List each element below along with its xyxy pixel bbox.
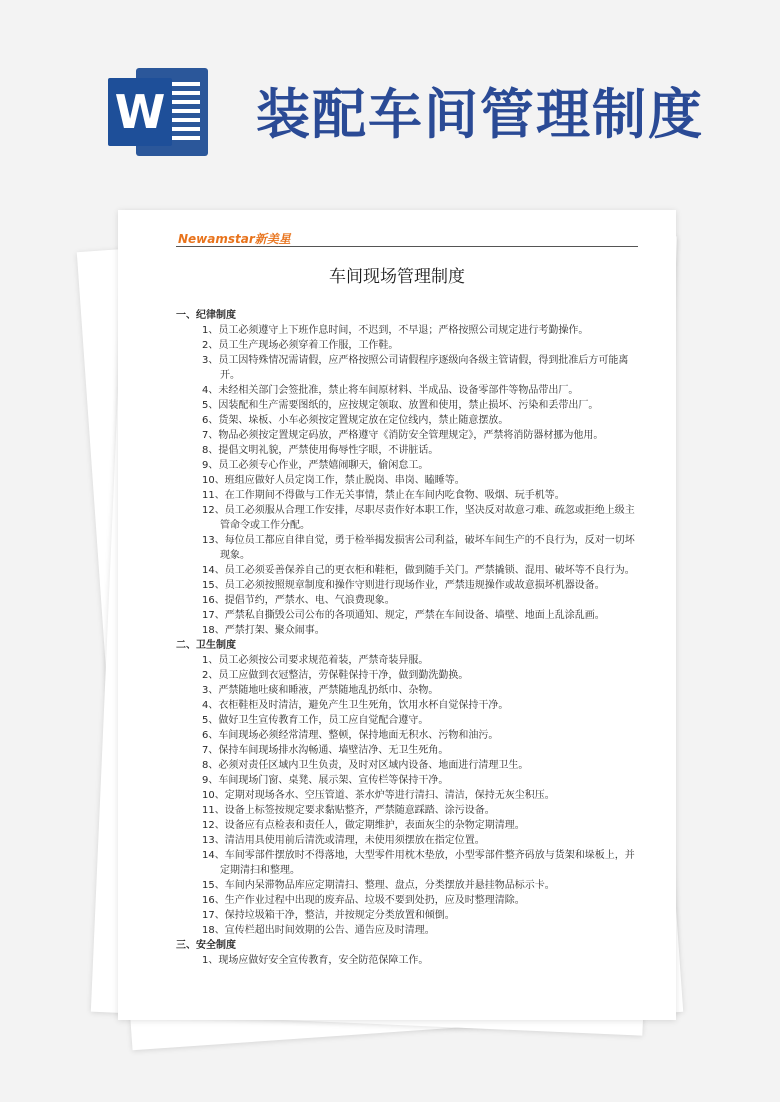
rule-item: 3、严禁随地吐痰和睡液，严禁随地乱扔纸巾、杂物。 (202, 685, 439, 696)
header-divider (176, 246, 638, 247)
word-document-icon (108, 68, 208, 156)
document-page (118, 210, 676, 1020)
word-logo-letter: W (108, 78, 172, 146)
rule-item: 2、员工应做到衣冠整洁，劳保鞋保持干净，做到勤洗勤换。 (202, 670, 469, 681)
rule-item: 13、清洁用具使用前后清洗或清理，未使用须摆放在指定位置。 (202, 835, 485, 846)
document-body (176, 308, 638, 968)
rule-item: 7、物品必须按定置规定码放，严格遵守《消防安全管理规定》，严禁将消防器材挪为他用。 (202, 430, 604, 441)
rule-item: 8、提倡文明礼貌，严禁使用侮辱性字眼，不讲脏话。 (202, 445, 439, 456)
section-heading: 一、纪律制度 (176, 310, 236, 321)
rule-item: 6、货架、垛板、小车必须按定置规定放在定位线内，禁止随意摆放。 (202, 415, 509, 426)
rule-item: 4、未经相关部门会签批准，禁止将车间原材料、半成品、设备零部件等物品带出厂。 (202, 385, 579, 396)
rule-item: 1、现场应做好安全宣传教育，安全防范保障工作。 (202, 955, 429, 966)
rule-item: 4、衣柜鞋柜及时清洁，避免产生卫生死角，饮用水杯自觉保持干净。 (202, 700, 509, 711)
section-heading: 二、卫生制度 (176, 640, 236, 651)
rule-item: 18、严禁打架、聚众闹事。 (202, 625, 325, 636)
rule-item: 15、车间内呆滞物品库应定期清扫、整理、盘点，分类摆放并悬挂物品标示卡。 (202, 880, 555, 891)
rule-item: 11、设备上标签按规定要求黏贴整齐，严禁随意踩踏、涂污设备。 (202, 805, 495, 816)
rule-item: 12、设备应有点检表和责任人，做定期维护，表面灰尘的杂物定期清理。 (202, 820, 525, 831)
rule-item: 5、做好卫生宣传教育工作，员工应自觉配合遵守。 (202, 715, 429, 726)
rule-item: 16、生产作业过程中出现的废弃品、垃圾不要到处扔，应及时整理清除。 (202, 895, 525, 906)
rule-item: 13、每位员工都应自律自觉，勇于检举揭发损害公司利益，破坏车间生产的不良行为，反对一切坏现象。 (202, 535, 635, 561)
rule-item: 15、员工必须按照规章制度和操作守则进行现场作业，严禁违规操作或故意损坏机器设备。 (202, 580, 605, 591)
rule-item: 8、必须对责任区域内卫生负责，及时对区域内设备、地面进行清理卫生。 (202, 760, 529, 771)
rule-item: 12、员工必须服从合理工作安排，尽职尽责作好本职工作，坚决反对故意刁难、疏忽或拒绝上级主管命令或工作分配。 (202, 505, 635, 531)
rule-item: 9、员工必须专心作业，严禁嬉闹聊天，偷闲怠工。 (202, 460, 429, 471)
rule-item: 10、定期对现场各水、空压管道、茶水炉等进行清扫、清洁，保持无灰尘积压。 (202, 790, 555, 801)
banner (0, 0, 780, 195)
rule-item: 1、员工必须遵守上下班作息时间，不迟到，不早退；严格按照公司规定进行考勤操作。 (202, 325, 589, 336)
rule-item: 14、员工必须妥善保养自己的更衣柜和鞋柜，做到随手关门。严禁撬锁、混用、破坏等不良行为。 (202, 565, 635, 576)
rule-item: 7、保持车间现场排水沟畅通、墙壁洁净、无卫生死角。 (202, 745, 449, 756)
rule-item: 16、提倡节约，严禁水、电、气浪费现象。 (202, 595, 395, 606)
rule-item: 3、员工因特殊情况需请假，应严格按照公司请假程序逐级向各级主管请假，得到批准后方可能离开。 (202, 355, 629, 381)
rule-item: 5、因装配和生产需要图纸的，应按规定领取、放置和使用，禁止损坏、污染和丢带出厂。 (202, 400, 599, 411)
rule-item: 17、严禁私自撕毁公司公布的各项通知、规定，严禁在车间设备、墙壁、地面上乱涂乱画。 (202, 610, 605, 621)
rule-item: 11、在工作期间不得做与工作无关事情，禁止在车间内吃食物、吸烟、玩手机等。 (202, 490, 565, 501)
rule-item: 9、车间现场门窗、桌凳、展示架、宣传栏等保持干净。 (202, 775, 449, 786)
document-title: 车间现场管理制度 (329, 267, 465, 287)
rule-item: 14、车间零部件摆放时不得落地，大型零件用枕木垫放，小型零部件整齐码放与货架和垛板上，并定期清扫和整理。 (202, 850, 635, 876)
rule-item: 2、员工生产现场必须穿着工作服，工作鞋。 (202, 340, 399, 351)
rule-item: 6、车间现场必须经常清理、整顿，保持地面无积水、污物和油污。 (202, 730, 499, 741)
rule-item: 18、宣传栏超出时间效期的公告、通告应及时清理。 (202, 925, 435, 936)
section-heading: 三、安全制度 (176, 940, 236, 951)
banner-title: 装配车间管理制度 (256, 83, 704, 146)
company-brand: Newamstar新美星 (178, 232, 291, 246)
rule-item: 17、保持垃圾箱干净，整洁，并按规定分类放置和倾倒。 (202, 910, 455, 921)
rule-item: 1、员工必须按公司要求规范着装，严禁奇装异服。 (202, 655, 429, 666)
rule-item: 10、班组应做好人员定岗工作，禁止脱岗、串岗、瞌睡等。 (202, 475, 465, 486)
